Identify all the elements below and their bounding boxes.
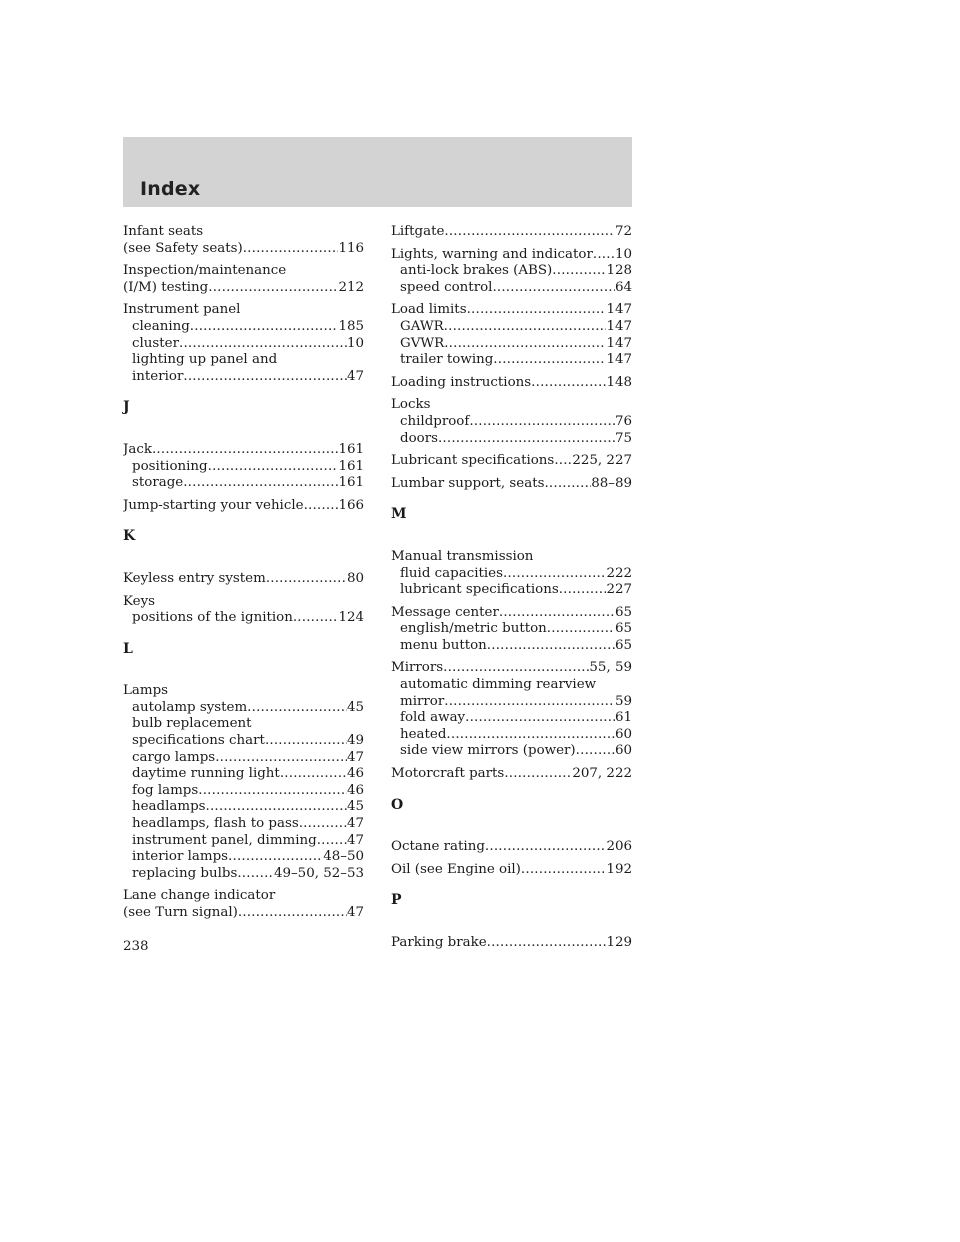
leader-dots: [467, 302, 607, 319]
index-entry: [391, 839, 632, 856]
subentry-term: doors: [400, 430, 438, 446]
leader-dots: [183, 475, 338, 492]
page-ref: 65: [614, 621, 632, 637]
section-letter: J: [123, 399, 130, 416]
page-ref: 161: [338, 475, 364, 491]
leader-dots: [237, 866, 274, 883]
leader-dots: [208, 459, 339, 476]
subentry-term: anti-lock brakes (ABS): [400, 263, 553, 279]
entry-term: Motorcraft parts: [391, 766, 505, 782]
leader-dots: [152, 442, 338, 459]
subentry-term: automatic dimming rearview: [400, 677, 597, 693]
entry-term: Infant seats: [123, 224, 204, 239]
page-ref: 207, 222: [572, 766, 632, 782]
page-ref: 147: [606, 352, 632, 368]
page-ref: 49: [346, 733, 364, 749]
leader-dots: [576, 743, 615, 760]
entry-term: Load limits: [391, 302, 467, 318]
subentry-term: speed control: [400, 279, 493, 295]
page-ref: 148: [606, 374, 632, 390]
section-letter: P: [391, 892, 402, 909]
index-entry: [391, 766, 632, 783]
entry-term: Instrument panel: [123, 302, 241, 318]
leader-dots: [265, 733, 347, 750]
subentry-term: menu button: [400, 637, 487, 653]
page-ref: 59: [614, 693, 632, 709]
leader-dots: [208, 280, 338, 297]
header-bar: [123, 137, 632, 207]
index-entry: [391, 375, 632, 392]
leader-dots: [559, 582, 607, 599]
leader-dots: [554, 453, 572, 470]
page-ref: 47: [346, 368, 364, 384]
page-ref: 47: [346, 832, 364, 848]
page-ref: 49–50, 52–53: [273, 865, 364, 881]
subentry-term: childproof: [400, 413, 470, 429]
leader-dots: [531, 375, 606, 392]
page-ref: 46: [346, 782, 364, 798]
index-entry: [391, 397, 632, 447]
subentry-term: bulb replacement: [132, 716, 252, 732]
page-ref: 65: [614, 604, 632, 620]
leader-dots: [521, 862, 607, 879]
subentry-term: headlamps, flash to pass: [132, 816, 299, 832]
entry-term: (I/M) testing: [123, 279, 209, 295]
leader-dots: [293, 610, 339, 627]
index-entry: [391, 224, 632, 241]
page-ref: 47: [346, 749, 364, 765]
subentry-term: daytime running light: [132, 766, 280, 782]
leader-dots: [465, 710, 615, 727]
page-ref: 80: [346, 570, 364, 586]
index-entry: [123, 594, 364, 627]
leader-dots: [493, 352, 606, 369]
entry-term: Lights, warning and indicator: [391, 246, 593, 262]
entry-term: Keys: [123, 593, 156, 609]
index-entry: [391, 247, 632, 297]
index-entry: [391, 862, 632, 879]
leader-dots: [547, 621, 615, 638]
page-ref: 72: [614, 224, 632, 239]
entry-term: Liftgate: [391, 224, 445, 239]
subentry-term: cargo lamps: [132, 749, 216, 765]
entry-term: Loading instructions: [391, 374, 532, 390]
subentry-term: GAWR: [400, 318, 444, 334]
page-ref: 166: [338, 497, 364, 513]
entry-term: Octane rating: [391, 839, 485, 855]
index-entry: [123, 888, 364, 921]
leader-dots: [206, 799, 347, 816]
subentry-term: autolamp system: [132, 699, 248, 715]
subentry-term: heated: [400, 726, 447, 742]
leader-dots: [444, 694, 615, 711]
entry-term: Message center: [391, 604, 499, 620]
leader-dots: [299, 816, 347, 833]
leader-dots: [280, 766, 347, 783]
leader-dots: [238, 905, 347, 922]
entry-term: Jack: [123, 441, 152, 457]
entry-term: Mirrors: [391, 660, 444, 676]
subentry-term: interior: [132, 368, 184, 384]
page-ref: 161: [338, 441, 364, 457]
entry-term: Lumbar support, seats: [391, 475, 545, 491]
section-letter: M: [391, 506, 407, 523]
page-ref: 10: [346, 335, 364, 351]
subentry-term: storage: [132, 475, 184, 491]
entry-term: Manual transmission: [391, 548, 534, 564]
index-entry: [391, 476, 632, 493]
page-ref: 116: [338, 240, 364, 256]
leader-dots: [228, 849, 323, 866]
subentry-term: specifications chart: [132, 733, 265, 749]
subentry-term: interior lamps: [132, 849, 229, 865]
leader-dots: [190, 319, 339, 336]
subentry-term: positions of the ignition: [132, 610, 293, 626]
index-entry: [123, 571, 364, 588]
page-ref: 75: [614, 430, 632, 446]
page-ref: 60: [614, 743, 632, 759]
page-ref: 225, 227: [572, 453, 632, 469]
subentry-term: GVWR: [400, 335, 445, 351]
subentry-term: cleaning: [132, 318, 190, 334]
page-ref: 129: [606, 935, 632, 950]
page-ref: 227: [606, 582, 632, 598]
subentry-term: positioning: [132, 458, 208, 474]
index-column-right: [391, 224, 632, 958]
page-ref: 60: [614, 726, 632, 742]
entry-term: Oil (see Engine oil): [391, 861, 521, 877]
subentry-term: headlamps: [132, 799, 206, 815]
leader-dots: [443, 660, 589, 677]
page-ref: 46: [346, 766, 364, 782]
page-ref: 47: [346, 905, 364, 920]
page-ref: 128: [606, 263, 632, 279]
index-entry: [391, 605, 632, 655]
index-entry: [391, 302, 632, 368]
leader-dots: [446, 727, 615, 744]
entry-term: Inspection/maintenance: [123, 263, 287, 279]
page-ref: 192: [606, 861, 632, 877]
index-entry: [123, 498, 364, 515]
leader-dots: [469, 414, 615, 431]
leader-dots: [503, 566, 606, 583]
index-entry: [123, 302, 364, 385]
page-ref: 76: [614, 413, 632, 429]
section-letter: K: [123, 528, 136, 545]
leader-dots: [544, 476, 591, 493]
leader-dots: [198, 783, 347, 800]
leader-dots: [487, 638, 615, 655]
leader-dots: [492, 280, 615, 297]
leader-dots: [179, 336, 347, 353]
page-ref: 124: [338, 610, 364, 626]
leader-dots: [444, 224, 615, 241]
leader-dots: [247, 700, 347, 717]
index-entry: [123, 263, 364, 296]
page-ref: 161: [338, 458, 364, 474]
page-ref: 65: [614, 637, 632, 653]
subentry-term: fold away: [400, 710, 466, 726]
page-ref: 212: [338, 279, 364, 295]
index-entry: [123, 224, 364, 257]
leader-dots: [593, 247, 615, 264]
leader-dots: [183, 369, 347, 386]
leader-dots: [266, 571, 347, 588]
leader-dots: [438, 431, 615, 448]
index-entry: [123, 683, 364, 882]
index-entry: [391, 660, 632, 760]
subentry-term: instrument panel, dimming: [132, 832, 317, 848]
leader-dots: [552, 263, 606, 280]
entry-term: Parking brake: [391, 935, 487, 950]
leader-dots: [243, 241, 339, 258]
index-entry: [391, 935, 632, 952]
page-ref: 185: [338, 318, 364, 334]
subentry-term: trailer towing: [400, 352, 494, 368]
page-number: 238: [123, 939, 149, 954]
subentry-term: fluid capacities: [400, 565, 503, 581]
entry-term: Lane change indicator: [123, 888, 276, 904]
page-ref: 222: [606, 565, 632, 581]
index-entry: [391, 549, 632, 599]
subentry-term: english/metric button: [400, 621, 547, 637]
page-ref: 55, 59: [589, 660, 632, 676]
subentry-term: cluster: [132, 335, 179, 351]
page-ref: 47: [346, 816, 364, 832]
page-ref: 10: [614, 246, 632, 262]
section-letter: L: [123, 640, 133, 657]
entry-term: Locks: [391, 397, 431, 413]
entry-term: Lubricant specifications: [391, 453, 555, 469]
leader-dots: [304, 498, 339, 515]
leader-dots: [215, 750, 347, 767]
subentry-term: mirror: [400, 693, 445, 709]
page-ref: 48–50: [323, 849, 364, 865]
subentry-term: lubricant specifications: [400, 582, 559, 598]
leader-dots: [317, 833, 347, 850]
subentry-term: fog lamps: [132, 782, 199, 798]
page-ref: 147: [606, 335, 632, 351]
subentry-term: side view mirrors (power): [400, 743, 576, 759]
leader-dots: [485, 839, 607, 856]
index-entry: [123, 442, 364, 492]
subentry-term: replacing bulbs: [132, 865, 238, 881]
entry-term: Lamps: [123, 683, 169, 699]
section-letter: O: [391, 796, 404, 813]
page-ref: 45: [346, 799, 364, 815]
page-ref: 61: [614, 710, 632, 726]
page-ref: 147: [606, 302, 632, 318]
index-entry: [391, 453, 632, 470]
leader-dots: [444, 319, 607, 336]
leader-dots: [487, 935, 607, 952]
entry-term: Keyless entry system: [123, 570, 266, 586]
entry-term: Jump-starting your vehicle: [123, 497, 304, 513]
leader-dots: [499, 605, 615, 622]
page-title: Index: [140, 178, 201, 200]
subentry-term: lighting up panel and: [132, 352, 278, 368]
page-ref: 64: [614, 279, 632, 295]
index-column-left: [123, 224, 364, 928]
entry-term: (see Safety seats): [123, 240, 243, 256]
page-ref: 147: [606, 318, 632, 334]
page-ref: 88–89: [591, 475, 632, 491]
leader-dots: [444, 336, 606, 353]
page-ref: 206: [606, 839, 632, 855]
page-ref: 45: [346, 699, 364, 715]
entry-term: (see Turn signal): [123, 905, 238, 920]
leader-dots: [504, 766, 572, 783]
